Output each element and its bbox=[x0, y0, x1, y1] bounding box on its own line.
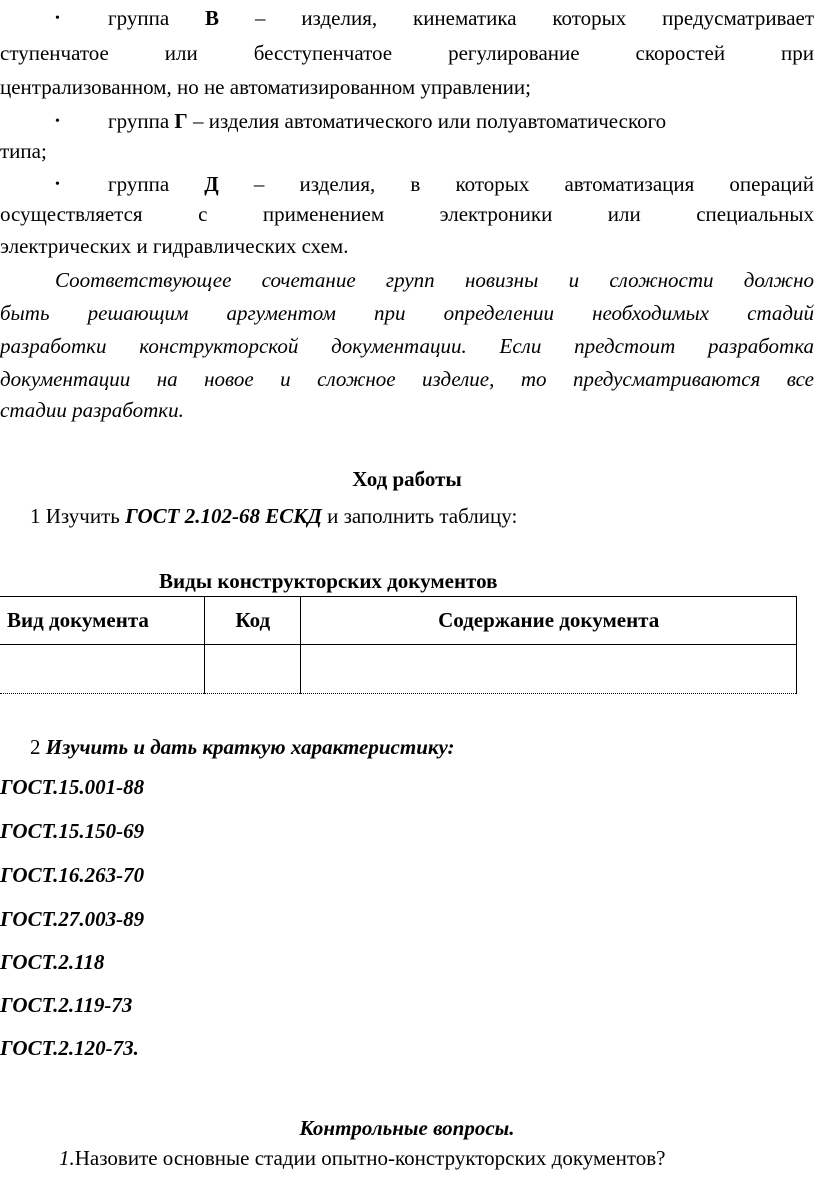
group-d-line3: электрических и гидравлических схем. bbox=[0, 234, 349, 258]
standard-item: ГОСТ.15.150-69 bbox=[0, 819, 145, 843]
group-g-line2: типа; bbox=[0, 139, 47, 163]
standard-item: ГОСТ.2.119-73 bbox=[0, 993, 133, 1017]
group-g-line1: группа Г – изделия автоматического или полуавтоматического bbox=[108, 109, 667, 133]
table-header-row bbox=[0, 597, 797, 645]
italic-paragraph-line: быть решающим аргументом при определении необходимых стадий bbox=[0, 301, 814, 325]
workflow-heading: Ход работы bbox=[352, 467, 462, 491]
questions-heading: Контрольные вопросы. bbox=[299, 1116, 515, 1140]
table-caption: Виды конструкторских документов bbox=[159, 569, 498, 593]
group-v-line1: группа В – изделия, кинематика которых предусматривает bbox=[108, 6, 815, 30]
group-v-line2: ступенчатое или бесступенчатое регулирование скоростей при bbox=[0, 41, 814, 65]
standard-item: ГОСТ.2.120-73. bbox=[0, 1036, 139, 1060]
documents-table bbox=[0, 596, 797, 694]
header-content: Содержание документа bbox=[301, 597, 797, 645]
header-code: Код bbox=[205, 597, 301, 645]
task1-line: 1 Изучить ГОСТ 2.102-68 ЕСКД и заполнить таблицу: bbox=[30, 504, 518, 528]
table-cell-code[interactable] bbox=[205, 645, 301, 694]
standard-item: ГОСТ.27.003-89 bbox=[0, 907, 145, 931]
bullet-icon: • bbox=[55, 177, 60, 192]
standard-item: ГОСТ.15.001-88 bbox=[0, 775, 145, 799]
group-v-line3: централизованном, но не автоматизированном управлении; bbox=[0, 75, 531, 99]
italic-paragraph-line: Соответствующее сочетание групп новизны и сложности должно bbox=[55, 268, 814, 292]
question-item: 1.Назовите основные стадии опытно-конструкторских документов? bbox=[59, 1146, 666, 1170]
bullet-icon: • bbox=[55, 11, 60, 26]
italic-paragraph-line: стадии разработки. bbox=[0, 398, 184, 422]
italic-paragraph-line: документации на новое и сложное изделие, то предусматриваются все bbox=[0, 367, 814, 391]
table-cell-content[interactable] bbox=[301, 645, 797, 694]
group-d-line2: осуществляется с применением электроники или специальных bbox=[0, 202, 814, 226]
task2-line: 2 Изучить и дать краткую характеристику: bbox=[30, 735, 455, 759]
italic-paragraph-line: разработки конструкторской документации. Если предстоит разработка bbox=[0, 334, 814, 358]
table-row bbox=[0, 645, 797, 694]
group-d-line1: группа Д – изделия, в которых автоматизация операций bbox=[108, 172, 815, 196]
standard-item: ГОСТ.2.118 bbox=[0, 950, 105, 974]
header-doc-type: Вид документа bbox=[0, 597, 205, 645]
bullet-icon: • bbox=[55, 114, 60, 129]
table-cell-doc-type[interactable] bbox=[0, 645, 205, 694]
standard-item: ГОСТ.16.263-70 bbox=[0, 863, 145, 887]
